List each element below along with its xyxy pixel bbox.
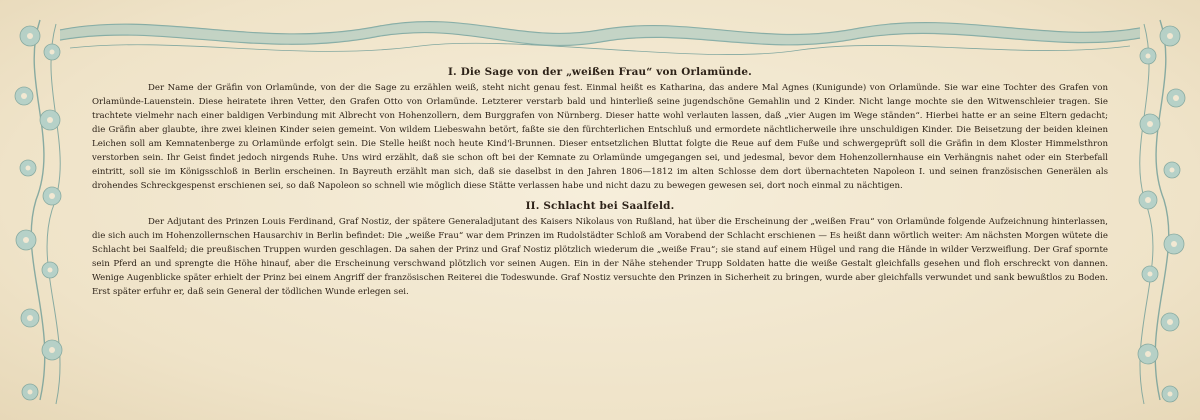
section-heading-saga: I. Die Sage von der „weißen Frau“ von Orlamünde. [448,66,752,78]
text-area [92,66,1108,396]
section-body-saga: Der Name der Gräfin von Orlamünde, von der die Sage zu erzählen weiß, steht nicht genau fest. Einmal heißt es Katharina, das andere Mal Agnes (Kunigunde) von Orlamünde. Sie war eine Tochter des Grafen von Orlamünde-Lauenstein. Diese heiratete ihren Vetter, den Grafen Otto von Orlamünde. Letzterer verstarb bald und hinterließ seine jugendschöne Gemahlin und 2 Kinder. Nicht lange mochte sie den Witwenschleier tragen. Sie trachtete vielmehr nach einer baldigen Verbindung mit Albrecht von Hohenzollern, dem Burggrafen von Nürnberg. Dieser hatte wohl verlauten lassen, daß „vier Augen im Wege ständen“. Hierbei hatte er an seine Eltern gedacht; die Gräfin aber glaubte, ihre zwei kleinen Kinder seien gemeint. Von wildem Liebeswahn betört, faßte sie den fürchterlichen Entschluß und ermordete nächtlicherweile ihre unschuldigen Kinder. Die Beisetzung der beiden kleinen Leichen soll am Kemnatenberge zu Orlamünde erfolgt sein. Die Stelle heißt noch heute Kind'l-Brunnen. Dieser entsetzlichen Bluttat folgte die Reue auf dem Fuße und schwergeprüft soll die Gräfin in dem Kloster Himmelsthron verstorben sein. Ihr Geist findet jedoch nirgends Ruhe. Uns wird erzählt, daß sie schon oft bei der Kemnate zu Orlamünde umgegangen sei, und jedesmal, bevor dem Hohenzollernhause ein Verhängnis nahet oder ein Sterbefall eintritt, soll sie im Königsschloß in Berlin erscheinen. In Bayreuth erzählt man sich, daß sie daselbst in den Jahren 1806—1812 im alten Schlosse dem dort übernachteten Napoleon I. und seinen französischen Generälen als drohendes Schreckgespenst erschienen sei, so daß Napoleon so schnell wie möglich diese Stätte verlassen habe und nicht dazu zu bewegen gewesen sei, dort noch einmal zu nächtigen. [92,83,1108,191]
section-body-battle: Der Adjutant des Prinzen Louis Ferdinand, Graf Nostiz, der spätere Generaladjutant des Kaisers Nikolaus von Rußland, hat über die Erscheinung der „weißen Frau“ von Orlamünde folgende Aufzeichnung hinterlassen, die sich auch im Hohenzollernschen Hausarchiv in Berlin befindet: Die „weiße Frau“ war dem Prinzen im Rudolstädter Schloß am Vorabend der Schlacht erschienen — Es heißt dann wörtlich weiter: Am nächsten Morgen wütete die Schlacht bei Saalfeld; die preußischen Truppen wurden geschlagen. Da sahen der Prinz und Graf Nostiz plötzlich wiederum die „weiße Frau“; sie stand auf einem Hügel und rang die Hände in wilder Verzweiflung. Der Graf spornte sein Pferd an und sprengte die Höhe hinauf, aber die Erscheinung verschwand plötzlich vor seinen Augen. Ein in der Nähe stehender Trupp Soldaten hatte die weiße Gestalt gleichfalls gesehen und floh erschreckt von dannen. Wenige Augenblicke später erhielt der Prinz bei einem Angriff der französischen Reiterei die Todeswunde. Graf Nostiz versuchte den Prinzen in Sicherheit zu bringen, wurde aber gleichfalls verwundet und sank bewußtlos zu Boden. Erst später erfuhr er, daß sein General der tödlichen Wunde erlegen sei. [92,217,1108,297]
section-saga [92,66,1108,193]
section-battle [92,200,1108,299]
section-heading-battle: II. Schlacht bei Saalfeld. [525,200,675,212]
